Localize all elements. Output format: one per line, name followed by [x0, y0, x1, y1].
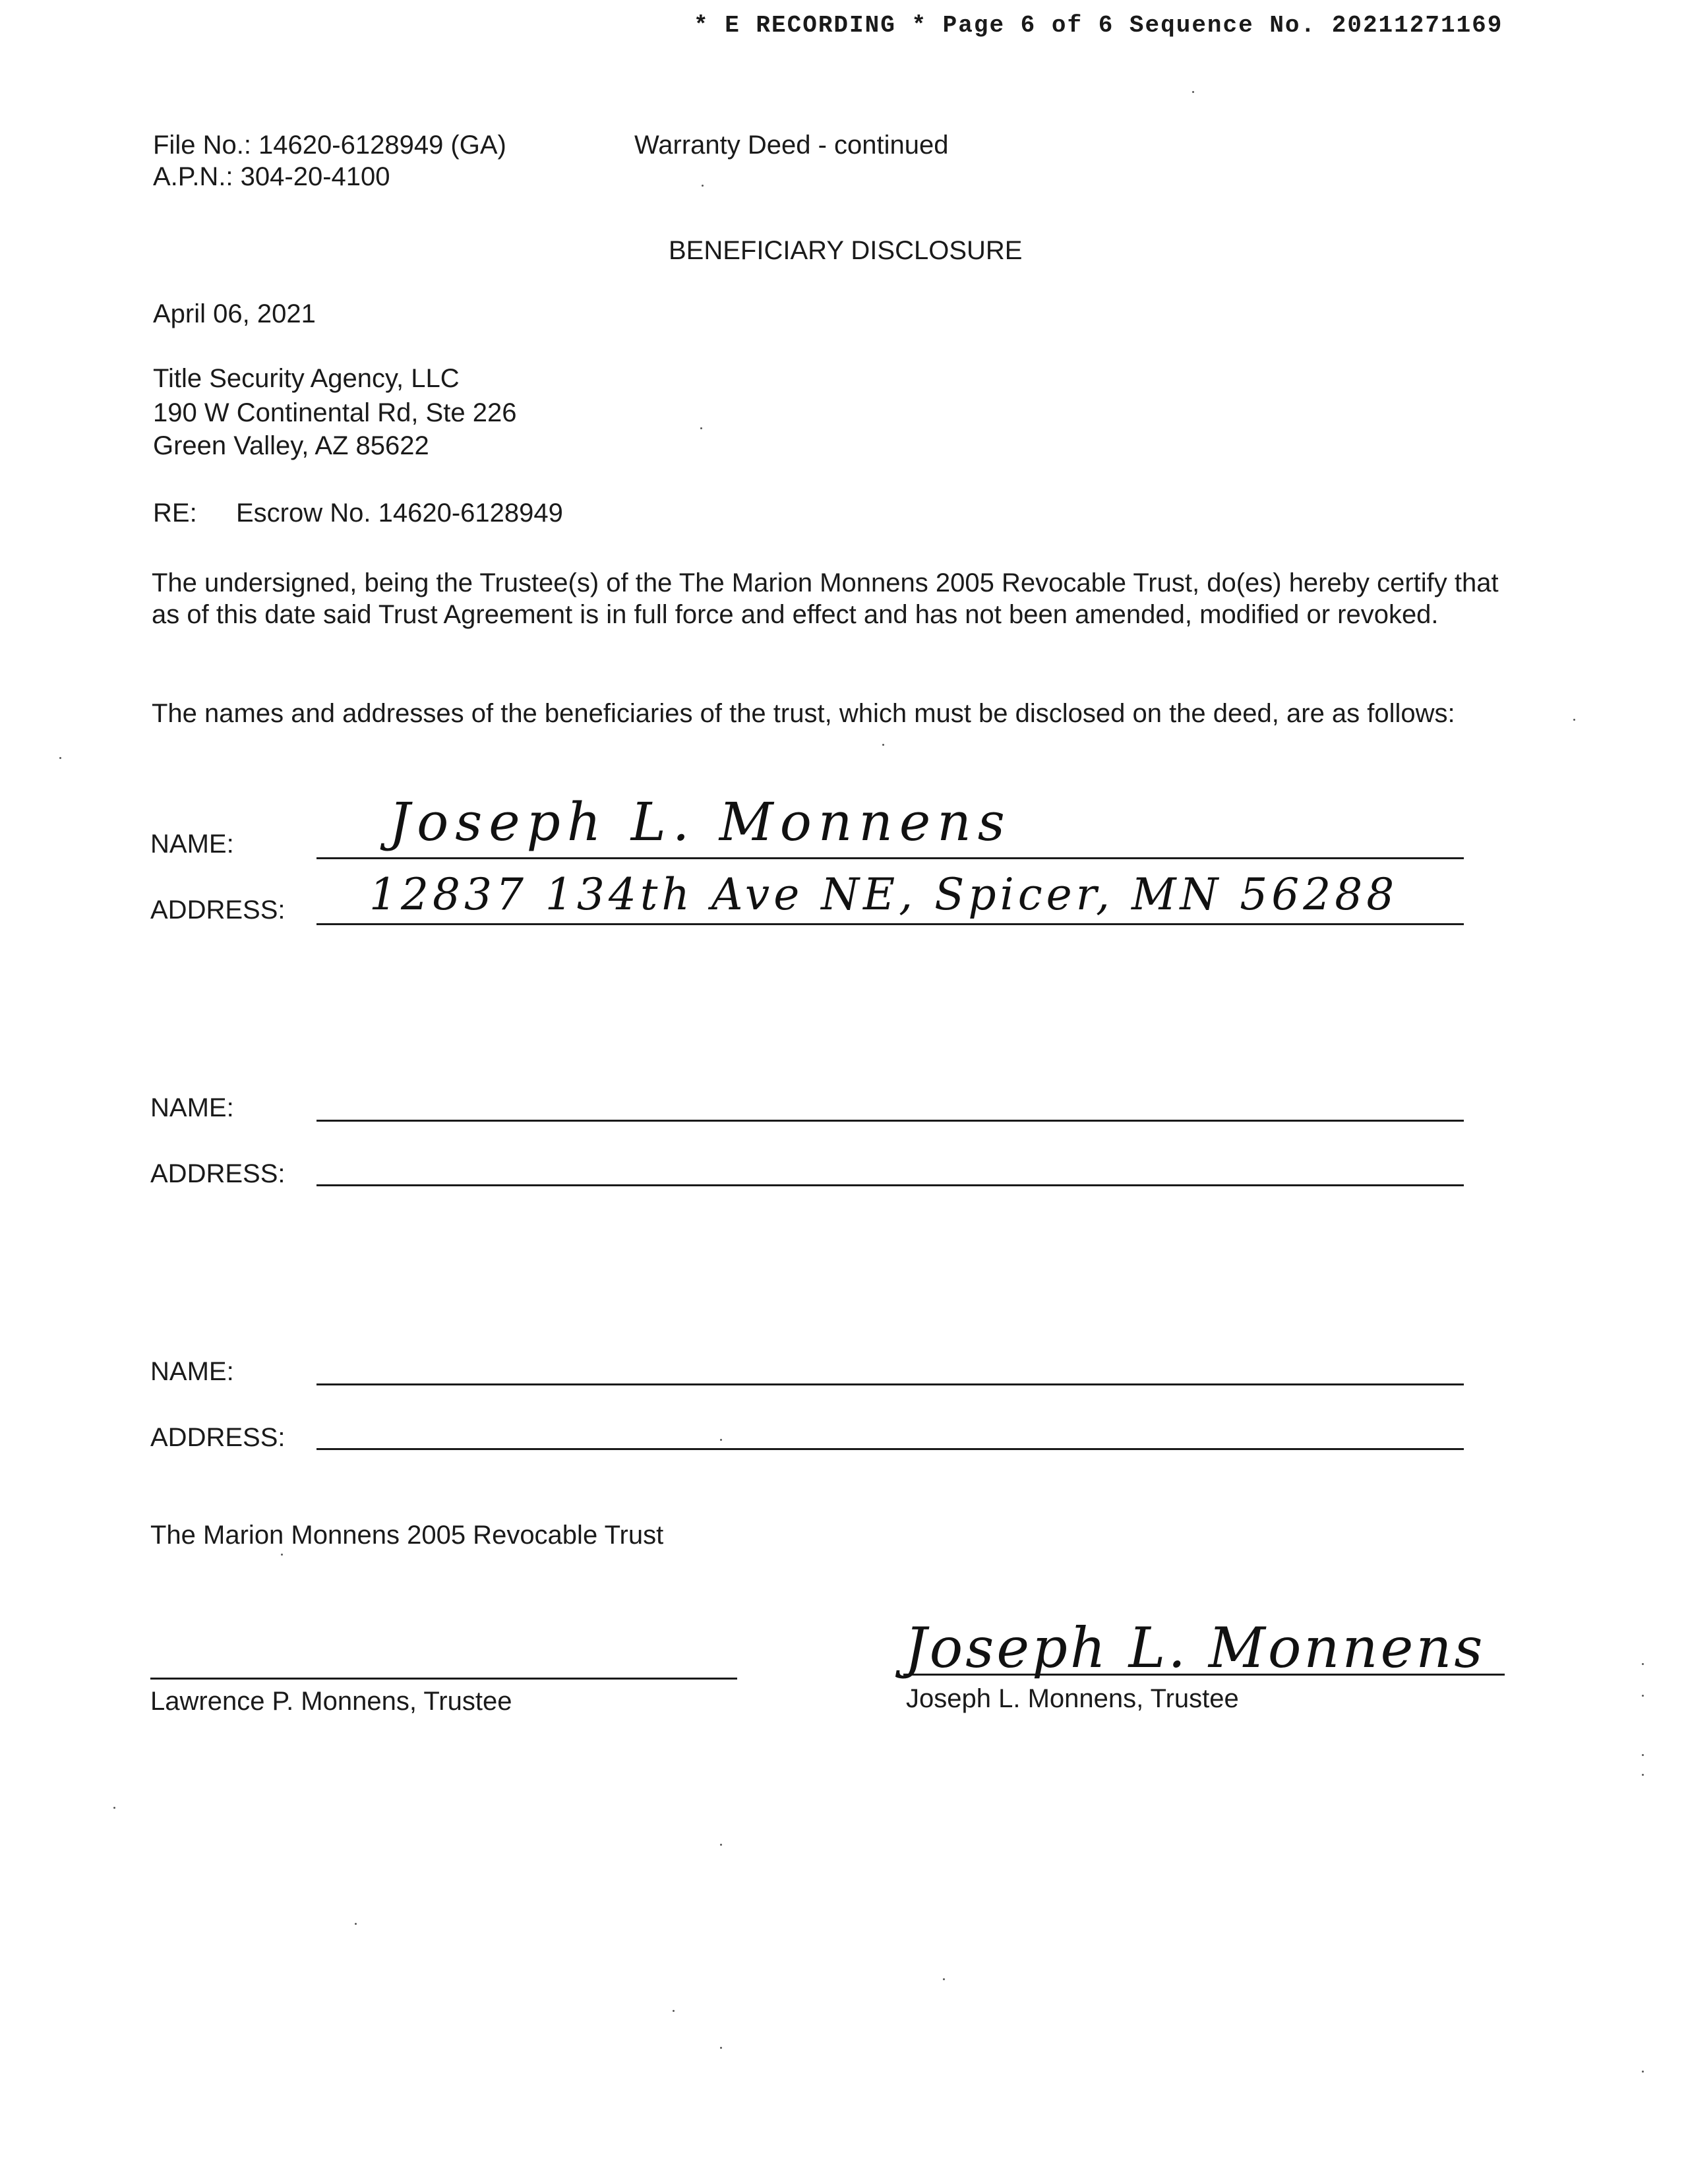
apn-number: A.P.N.: 304-20-4100 — [153, 162, 390, 191]
scan-speck — [943, 1978, 945, 1980]
left-signature-line — [150, 1678, 737, 1680]
scan-speck — [882, 744, 884, 746]
scan-speck — [1642, 1695, 1644, 1697]
left-signature-caption: Lawrence P. Monnens, Trustee — [150, 1687, 512, 1716]
letter-date: April 06, 2021 — [153, 299, 316, 328]
scan-speck — [355, 1923, 357, 1925]
page-title: BENEFICIARY DISCLOSURE — [669, 236, 1023, 265]
beneficiary-2-address-line — [316, 1184, 1464, 1186]
scan-speck — [700, 427, 702, 429]
document-type: Warranty Deed - continued — [634, 131, 949, 160]
scan-speck — [1192, 91, 1194, 93]
recording-header: * E RECORDING * Page 6 of 6 Sequence No. 20211271169 — [694, 12, 1503, 39]
beneficiary-3-name-line — [316, 1383, 1464, 1385]
beneficiaries-intro: The names and addresses of the beneficiaries of the trust, which must be disclosed on the deed, are as follows: — [152, 699, 1455, 728]
scan-speck — [720, 1844, 722, 1846]
beneficiary-3-name-label: NAME: — [150, 1357, 234, 1386]
scan-speck — [1642, 1754, 1644, 1756]
scan-speck — [59, 757, 61, 759]
file-number: File No.: 14620-6128949 (GA) — [153, 131, 506, 160]
scan-speck — [1642, 2071, 1644, 2073]
beneficiary-3-address-label: ADDRESS: — [150, 1423, 286, 1452]
beneficiary-1-address-line — [316, 923, 1464, 925]
scan-speck — [720, 1439, 722, 1441]
scan-speck — [281, 1554, 283, 1556]
beneficiary-2-address-label: ADDRESS: — [150, 1159, 286, 1188]
beneficiary-2-name-label: NAME: — [150, 1093, 234, 1122]
addressee-line-1: Title Security Agency, LLC — [153, 364, 460, 393]
right-signature-handwritten: Joseph L. Monnens — [905, 1616, 1486, 1680]
certification-paragraph: The undersigned, being the Trustee(s) of the The Marion Monnens 2005 Revocable Trust, do(es) hereby certify that as of this date said Trust Agreement is in full force and effect and has not been amended, modified or revoked. — [152, 568, 1499, 629]
scan-speck — [1642, 1774, 1644, 1776]
scan-speck — [702, 185, 704, 187]
beneficiary-1-name-label: NAME: — [150, 830, 234, 859]
scan-speck — [720, 2047, 722, 2049]
re-label: RE: — [153, 499, 197, 528]
scan-speck — [113, 1807, 115, 1809]
scan-speck — [1573, 719, 1575, 721]
beneficiary-1-address-label: ADDRESS: — [150, 895, 286, 925]
scan-speck — [1642, 1663, 1644, 1665]
addressee-line-3: Green Valley, AZ 85622 — [153, 431, 429, 460]
beneficiary-1-name-line — [316, 857, 1464, 859]
addressee-line-2: 190 W Continental Rd, Ste 226 — [153, 398, 517, 427]
beneficiary-2-name-line — [316, 1120, 1464, 1122]
beneficiary-1-name-handwritten: Joseph L. Monnens — [389, 791, 1011, 853]
beneficiary-1-address-handwritten: 12837 134th Ave NE, Spicer, MN 56288 — [369, 869, 1399, 920]
trust-name: The Marion Monnens 2005 Revocable Trust — [150, 1521, 664, 1550]
scan-speck — [673, 2010, 675, 2012]
right-signature-caption: Joseph L. Monnens, Trustee — [906, 1684, 1239, 1713]
escrow-number: Escrow No. 14620-6128949 — [236, 499, 563, 528]
beneficiary-3-address-line — [316, 1448, 1464, 1450]
